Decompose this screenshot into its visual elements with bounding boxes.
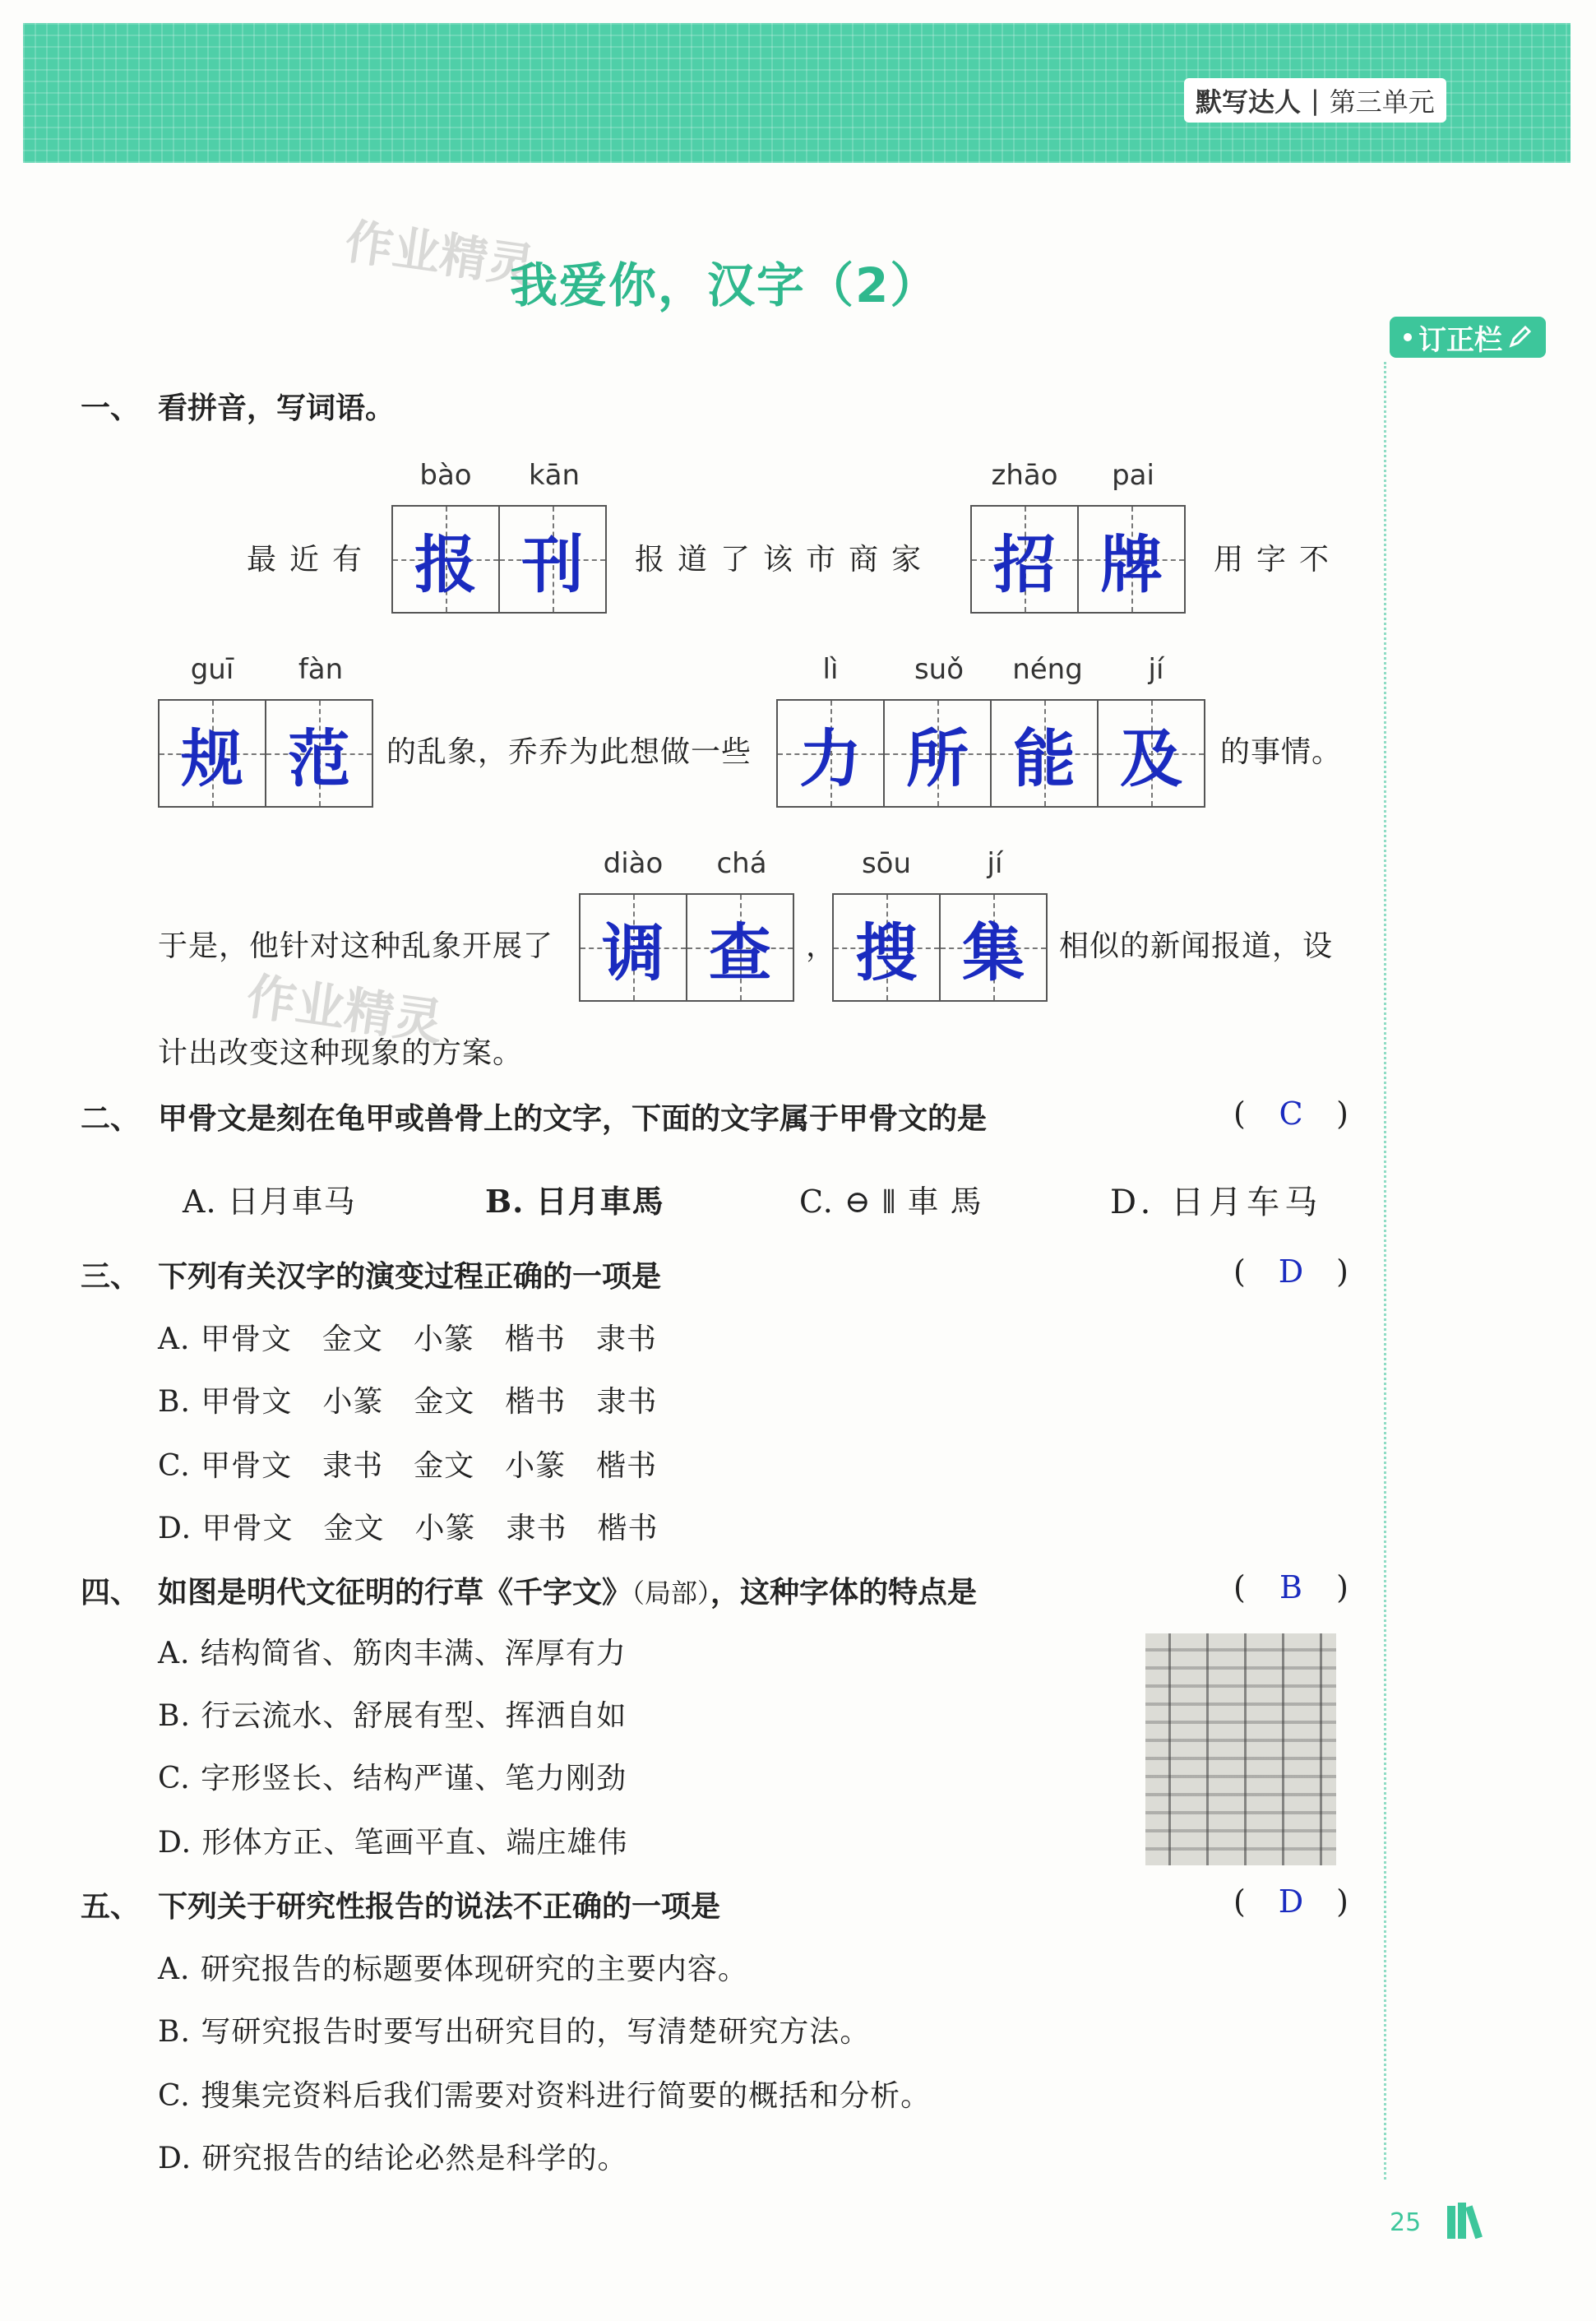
q1-number: 一、 xyxy=(81,391,141,425)
q4-prompt-b: （局部） xyxy=(631,1577,711,1609)
q2-number: 二、 xyxy=(81,1102,141,1136)
pinyin-row xyxy=(158,653,375,686)
writing-cell xyxy=(941,895,1046,1000)
watermark: 作业精灵 xyxy=(243,967,447,1053)
pinyin-row xyxy=(776,653,1210,686)
pinyin: jí xyxy=(987,847,1003,880)
q2-option-a: A. 日月車马 xyxy=(183,1184,356,1220)
pinyin-row xyxy=(832,847,1049,880)
writing-cell xyxy=(778,701,885,806)
answer-mark: D xyxy=(1278,1253,1304,1290)
q5-option-d: D. 研究报告的结论必然是科学的。 xyxy=(158,2142,628,2175)
correction-column-divider xyxy=(1384,362,1386,2180)
handwritten-answer: 牌 xyxy=(1100,527,1163,601)
q3-prompt: 下列有关汉字的演变过程正确的一项是 xyxy=(158,1260,662,1294)
answer-mark: D xyxy=(1278,1883,1304,1920)
answer-bracket: ( C ) xyxy=(1233,1096,1349,1132)
pinyin: jí xyxy=(1148,653,1164,686)
handwritten-answer: 集 xyxy=(962,915,1025,989)
dot-icon xyxy=(1404,333,1412,341)
q1-line3-b: 相似的新闻报道，设 xyxy=(1059,929,1334,963)
calligraphy-image xyxy=(1145,1633,1336,1865)
q1-prompt: 看拼音，写词语。 xyxy=(158,391,396,425)
pinyin: kān xyxy=(528,459,581,492)
q2-option-d: D. 日月车马 xyxy=(1110,1184,1323,1221)
answer-grid xyxy=(579,893,794,1002)
q4-option-a: A. 结构简省、筋肉丰满、浑厚有力 xyxy=(158,1637,627,1670)
pinyin: suǒ xyxy=(914,653,965,686)
q5-option-b: B. 写研究报告时要写出研究目的，写清楚研究方法。 xyxy=(158,2015,871,2049)
handwritten-answer: 搜 xyxy=(855,915,918,989)
handwritten-answer: 招 xyxy=(993,527,1056,601)
answer-grid xyxy=(970,505,1186,614)
handwritten-answer: 调 xyxy=(602,915,664,989)
pinyin-row xyxy=(579,847,796,880)
pinyin: guī xyxy=(190,653,234,686)
header-tag xyxy=(1184,78,1446,123)
q1-line1-b: 报道了该市商家 xyxy=(635,543,935,577)
writing-cell xyxy=(393,507,500,612)
q3-option-c: C. 甲骨文 隶书 金文 小篆 楷书 xyxy=(158,1449,658,1483)
writing-cell xyxy=(687,895,793,1000)
pinyin: sōu xyxy=(861,847,912,880)
q4-prompt-c: ，这种字体的特点是 xyxy=(710,1576,978,1610)
q5-option-a: A. 研究报告的标题要体现研究的主要内容。 xyxy=(158,1953,748,1986)
pinyin: chá xyxy=(716,847,767,880)
watermark: 作业精灵 xyxy=(341,213,539,295)
pinyin: pai xyxy=(1112,459,1154,492)
header-unit: 第三单元 xyxy=(1329,86,1435,118)
answer-bracket: ( B ) xyxy=(1233,1569,1349,1605)
q2-option-c: C. ⊖ ⦀ 車 馬 xyxy=(799,1184,983,1220)
handwritten-answer: 规 xyxy=(181,721,243,795)
handwritten-answer: 所 xyxy=(906,721,969,795)
header-brand: 默写达人 xyxy=(1196,86,1302,118)
pinyin-row xyxy=(391,459,608,492)
writing-cell xyxy=(581,895,687,1000)
writing-cell xyxy=(160,701,266,806)
answer-bracket: ( D ) xyxy=(1233,1253,1349,1290)
correction-label-text: 订正栏 xyxy=(1418,323,1502,357)
answer-grid xyxy=(832,893,1048,1002)
q2-prompt: 甲骨文是刻在龟甲或兽骨上的文字，下面的文字属于甲骨文的是 xyxy=(158,1102,988,1136)
answer-grid xyxy=(391,505,607,614)
pinyin: zhāo xyxy=(991,459,1058,492)
q1-line3-comma: ， xyxy=(806,929,837,963)
q1-line3-a: 于是，他针对这种乱象开展了 xyxy=(158,929,554,963)
handwritten-answer: 查 xyxy=(709,915,771,989)
handwritten-answer: 范 xyxy=(288,721,350,795)
q4-prompt-a: 如图是明代文征明的行草《千字文》 xyxy=(158,1576,632,1610)
writing-cell xyxy=(992,701,1099,806)
handwritten-answer: 及 xyxy=(1120,721,1182,795)
q3-number: 三、 xyxy=(81,1260,141,1294)
q2-option-b: B. 日月車馬 xyxy=(485,1183,664,1220)
pinyin: diào xyxy=(603,847,664,880)
answer-mark: C xyxy=(1279,1096,1303,1132)
handwritten-answer: 力 xyxy=(799,721,862,795)
q3-option-b: B. 甲骨文 小篆 金文 楷书 隶书 xyxy=(158,1385,658,1419)
q1-line1-a: 最近有 xyxy=(247,543,376,577)
handwritten-answer: 报 xyxy=(414,527,477,601)
q1-line4: 计出改变这种现象的方案。 xyxy=(158,1036,524,1070)
writing-cell xyxy=(972,507,1079,612)
writing-cell xyxy=(834,895,941,1000)
q3-option-a: A. 甲骨文 金文 小篆 楷书 隶书 xyxy=(158,1323,657,1356)
q1-line1-c: 用字不 xyxy=(1214,543,1343,577)
q4-option-c: C. 字形竖长、结构严谨、笔力刚劲 xyxy=(158,1762,627,1795)
q1-line2-a: 的乱象，乔乔为此想做一些 xyxy=(386,735,752,769)
writing-cell xyxy=(500,507,605,612)
answer-mark: B xyxy=(1279,1569,1302,1605)
q4-number: 四、 xyxy=(81,1576,141,1610)
handwritten-answer: 刊 xyxy=(521,527,584,601)
books-icon xyxy=(1446,2201,1495,2239)
writing-cell xyxy=(885,701,992,806)
writing-cell xyxy=(1079,507,1184,612)
q5-option-c: C. 搜集完资料后我们需要对资料进行简要的概括和分析。 xyxy=(158,2079,932,2113)
answer-bracket: ( D ) xyxy=(1233,1883,1349,1920)
correction-column-label xyxy=(1390,317,1546,358)
q4-option-d: D. 形体方正、笔画平直、端庄雄伟 xyxy=(158,1826,628,1860)
pinyin: bào xyxy=(419,459,472,492)
page-number: 25 xyxy=(1390,2208,1422,2237)
q5-prompt: 下列关于研究性报告的说法不正确的一项是 xyxy=(158,1890,721,1924)
answer-grid xyxy=(776,699,1205,808)
q5-number: 五、 xyxy=(81,1890,141,1924)
header-separator: | xyxy=(1311,85,1320,116)
pinyin: lì xyxy=(822,653,839,686)
page-title: 我爱你，汉字（2） xyxy=(510,257,940,313)
q1-line2-b: 的事情。 xyxy=(1220,735,1343,769)
q3-option-d: D. 甲骨文 金文 小篆 隶书 楷书 xyxy=(158,1512,659,1545)
q4-prompt xyxy=(158,1569,977,1611)
writing-cell xyxy=(1099,701,1204,806)
handwritten-answer: 能 xyxy=(1013,721,1076,795)
pinyin-row xyxy=(970,459,1187,492)
q4-option-b: B. 行云流水、舒展有型、挥洒自如 xyxy=(158,1699,627,1733)
pencil-icon xyxy=(1507,325,1532,350)
writing-cell xyxy=(266,701,372,806)
pinyin: néng xyxy=(1012,653,1083,686)
answer-grid xyxy=(158,699,373,808)
pinyin: fàn xyxy=(298,653,344,686)
